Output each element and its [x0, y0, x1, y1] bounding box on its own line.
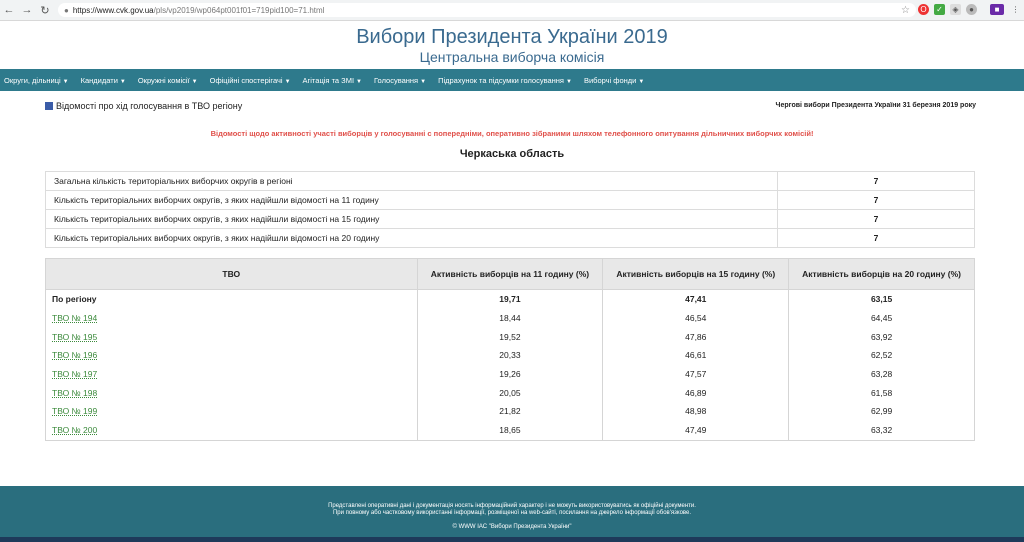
menu-item-commissions[interactable]	[134, 76, 202, 85]
table-row	[46, 383, 975, 402]
summary-row	[46, 229, 975, 248]
menu-label: Окружні комісії	[137, 75, 190, 85]
cell-20h: 63,92	[789, 327, 975, 346]
footer-attribution: При повному або частковому використанні інформації, розміщеної на web-сайті, посилання на джерело інформації обов'язкове.	[332, 510, 692, 516]
cell-20h: 63,28	[789, 365, 975, 384]
caret-down-icon: ▼	[566, 78, 572, 85]
table-row	[46, 421, 975, 440]
summary-value: 7	[778, 210, 975, 229]
cell-15h: 46,61	[603, 346, 789, 365]
menu-label: Кандидати	[80, 75, 118, 85]
summary-label: Кількість територіальних виборчих округів, з яких надійшли відомості на 11 годину	[46, 191, 778, 210]
reload-icon[interactable]: ↻	[40, 4, 50, 17]
menu-item-funds[interactable]	[580, 76, 648, 85]
shield-extension-icon[interactable]: ◈	[950, 4, 961, 15]
table-row	[46, 365, 975, 384]
profile-extension-icon[interactable]: ■	[990, 4, 1004, 15]
caret-down-icon: ▼	[62, 78, 69, 85]
menu-label: Виборчі фонди	[583, 75, 637, 85]
extension-badge-icon[interactable]: ✓	[934, 4, 945, 15]
column-header-district: ТВО	[46, 259, 418, 290]
cell-15h: 46,89	[603, 383, 789, 402]
cell-11h: 20,33	[417, 346, 603, 365]
url-host: https://www.cvk.gov.ua	[72, 5, 154, 15]
lock-icon: ●	[64, 5, 69, 15]
opera-extension-icon[interactable]: O	[918, 4, 929, 15]
browser-toolbar	[0, 0, 1024, 21]
total-label: По регіону	[46, 290, 418, 309]
cell-11h: 20,05	[417, 383, 603, 402]
summary-value: 7	[778, 172, 975, 191]
menu-item-results[interactable]	[434, 76, 576, 85]
menu-item-agitation[interactable]	[299, 76, 366, 85]
caret-down-icon: ▼	[420, 78, 427, 85]
district-link[interactable]: ТВО № 196	[52, 350, 98, 361]
cell-11h: 19,52	[417, 327, 603, 346]
district-link[interactable]: ТВО № 200	[52, 425, 98, 436]
cell-20h: 63,32	[789, 421, 975, 440]
circle-extension-icon[interactable]: ●	[966, 4, 977, 15]
cell-11h: 18,65	[417, 421, 603, 440]
menu-label: Офіційні спостерігачі	[209, 75, 283, 85]
table-row-total	[46, 290, 975, 309]
cell-20h: 63,15	[789, 290, 975, 309]
menu-label: Агітація та ЗМІ	[302, 75, 355, 85]
cell-15h: 47,57	[603, 365, 789, 384]
menu-item-voting[interactable]	[370, 76, 430, 85]
cell-11h: 19,26	[417, 365, 603, 384]
table-header-row	[46, 259, 975, 290]
menu-label: Голосування	[374, 75, 419, 85]
bookmark-star-icon[interactable]: ☆	[901, 4, 910, 16]
caret-down-icon: ▼	[638, 78, 645, 85]
section-title-text: Відомості про хід голосування в ТВО регіону	[56, 101, 243, 111]
election-title: Чергові вибори Президента України 31 березня 2019 року	[775, 102, 976, 109]
district-link[interactable]: ТВО № 199	[52, 406, 98, 417]
cell-11h: 21,82	[417, 402, 603, 421]
district-link[interactable]: ТВО № 197	[52, 369, 98, 380]
forward-icon[interactable]: →	[21, 4, 33, 16]
caret-down-icon: ▼	[356, 78, 362, 85]
url-path: /pls/vp2019/wp064pt001f01=719pid100=71.html	[153, 5, 325, 15]
summary-label: Кількість територіальних виборчих округів, з яких надійшли відомості на 15 годину	[46, 210, 778, 229]
cell-20h: 64,45	[789, 309, 975, 328]
cell-20h: 62,52	[789, 346, 975, 365]
cell-11h: 18,44	[417, 309, 603, 328]
summary-label: Загальна кількість територіальних виборчих округів в регіоні	[46, 172, 778, 191]
notice-text: Відомості щодо активності участі виборців у голосуванні с попередніми, оперативно зібраними шляхом телефонного опитування дільничних виборчих комісій!	[210, 129, 814, 138]
back-icon[interactable]: ←	[3, 4, 15, 16]
cell-11h: 19,71	[417, 290, 603, 309]
summary-row	[46, 172, 975, 191]
turnout-table	[45, 258, 975, 441]
footer-copyright: © WWW ІАС "Вибори Президента України"	[452, 524, 572, 530]
cell-15h: 47,86	[603, 327, 789, 346]
column-header-11h: Активність виборців на 11 годину (%)	[417, 259, 603, 290]
address-bar[interactable]	[58, 3, 916, 17]
caret-down-icon: ▼	[119, 78, 126, 85]
column-header-20h: Активність виборців на 20 годину (%)	[789, 259, 975, 290]
square-bullet-icon	[45, 102, 53, 110]
column-header-15h: Активність виборців на 15 годину (%)	[603, 259, 789, 290]
summary-row	[46, 191, 975, 210]
summary-table	[45, 171, 975, 248]
district-link[interactable]: ТВО № 194	[52, 313, 98, 324]
table-row	[46, 309, 975, 328]
footer-disclaimer: Представлені оперативні дані і документація носять інформаційний характер і не можуть використовуватись як офіційні документи.	[328, 503, 696, 509]
menu-label: Підрахунок та підсумки голосування	[438, 75, 564, 85]
site-subtitle: Центральна виборча комісія	[419, 49, 605, 65]
menu-kebab-icon[interactable]: ⋮	[1011, 5, 1020, 14]
summary-value: 7	[778, 191, 975, 210]
menu-item-districts[interactable]	[0, 76, 73, 85]
summary-label: Кількість територіальних виборчих округів, з яких надійшли відомості на 20 годину	[46, 229, 778, 248]
menu-item-observers[interactable]	[206, 76, 295, 85]
caret-down-icon: ▼	[284, 78, 291, 85]
menu-label: Округи, дільниці	[4, 75, 61, 85]
summary-row	[46, 210, 975, 229]
caret-down-icon: ▼	[191, 78, 198, 85]
table-row	[46, 402, 975, 421]
summary-value: 7	[778, 229, 975, 248]
site-title: Вибори Президента України 2019	[356, 26, 668, 48]
table-row	[46, 327, 975, 346]
cell-15h: 48,98	[603, 402, 789, 421]
section-title	[45, 101, 242, 111]
main-menu	[0, 69, 1024, 91]
district-link[interactable]: ТВО № 195	[52, 331, 98, 342]
cell-15h: 47,49	[603, 421, 789, 440]
os-taskbar	[0, 537, 1024, 542]
cell-20h: 61,58	[789, 383, 975, 402]
region-title: Черкаська область	[459, 148, 565, 160]
cell-15h: 46,54	[603, 309, 789, 328]
district-link[interactable]: ТВО № 198	[52, 387, 98, 398]
cell-20h: 62,99	[789, 402, 975, 421]
menu-item-candidates[interactable]	[77, 76, 130, 85]
table-row	[46, 346, 975, 365]
page-footer	[0, 486, 1024, 542]
cell-15h: 47,41	[603, 290, 789, 309]
